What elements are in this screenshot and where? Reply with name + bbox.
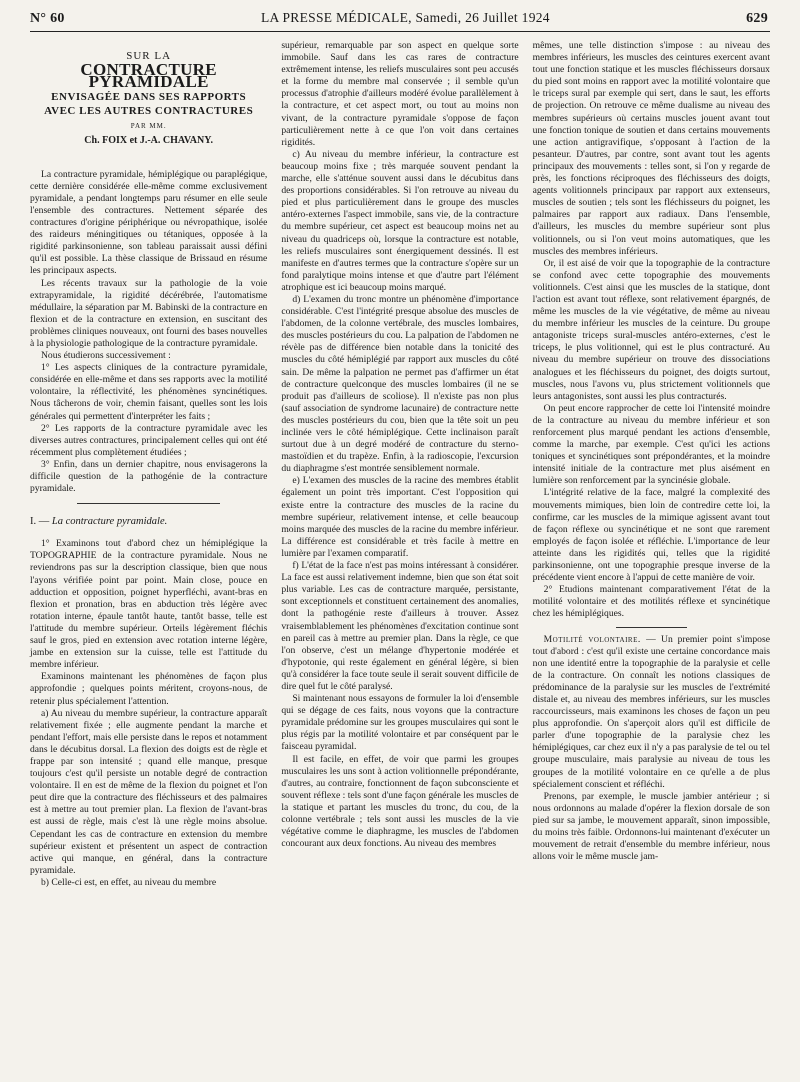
paragraph: b) Celle-ci est, en effet, au niveau du membre xyxy=(41,876,217,888)
paragraph: Les récents travaux sur la pathologie de la voie extrapyramidale, la rigidité décérébrée, l'automatisme médullaire, la séparation par M. Babinski de la contracture en flexion et de la contracture en extension, en suscitant des problèmes cliniques nouveaux, ont fourni des bases nouvelles à la physiologie pathologique de la contracture pyramidale. xyxy=(30,277,268,349)
paragraph-motilite xyxy=(533,634,770,791)
paragraph: La contracture pyramidale, hémiplégique ou paraplégique, cette dernière considérée elle-même comme exclusivement pyramidale, a pendant longtemps paru résumer en elle seule l'ensemble des contractures. Nettement séparée des contractures d'origine périphérique ou névropathique, isolée des raideurs méningitiques ou tétaniques, opposée à la rigidité parkinsonienne, son tableau paraissait aussi défini qu'il est possible. La thèse classique de Brissaud en résume les principaux aspects. xyxy=(30,168,268,277)
paragraph: Prenons, par exemple, le muscle jambier antérieur ; si nous ordonnons au malade d'opérer la flexion dorsale de son pied sur sa jambe, le mouvement apparaît, sinon impossible, du moins très faible. Ordonnons-lui maintenant d'exécuter un mouvement de retrait d'ensemble du membre inférieur, nous allons voir le même muscle jam- xyxy=(532,790,770,863)
paragraph: L'intégrité relative de la face, malgré la complexité des mouvements mimiques, bien loin de contredire cette loi, la confirme, car les muscles de la mimique agissent avant tout de façon réflexe ou syncinétique et ne sont que rarement employés de façon isolée et réfléchie. L'importance de leur atteinte dans les rigidités qui, telles que la rigidité parkinsonienne, ont une topographie presque inverse de la précédente vient encore à l'appui de cette manière de voir. xyxy=(532,487,770,584)
issue-number: N° 60 xyxy=(30,11,65,26)
title-line-2: CONTRACTURE PYRAMIDALE xyxy=(80,60,217,92)
page-folio: 629 xyxy=(746,11,768,26)
section-divider xyxy=(616,627,687,628)
subsection-lead: Motilité volontaire. — xyxy=(543,633,657,645)
column-2 xyxy=(281,40,518,889)
paragraph: Il est facile, en effet, de voir que parmi les groupes musculaires les uns sont à action volitionnelle prépondérante, d'autres, au contraire, fonctionnent de façon subconsciente et souvent réflexe : tels sont d'une façon générale les muscles de la statique et partant les muscles du tronc, du cou, de la colonne vertébrale ; tels sont aussi les muscles de la vie végétative comme le diaphragme, les muscles de l'abdomen concourant aux deux fonctions. Au niveau des membres xyxy=(281,753,519,850)
byline-par: PAR MM. xyxy=(130,122,167,131)
column-3 xyxy=(533,40,770,889)
paragraph: d) L'examen du tronc montre un phénomène d'importance considérable. C'est l'intégrité presque absolue des muscles de l'abdomen, de la colonne vertébrale, des muscles lombaires, des muscles postérieurs du cou. La palpation de l'abdomen ne révèle pas de différence bien notable dans la tonicité des muscles du côté hémiplégié par rapport aux muscles du côté sain. De même la palpation ne permet pas d'affirmer un état de contracture quelconque des muscles lombaires (il ne se produit pas d'ailleurs de scoliose). Il n'existe pas non plus (sauf association de syndrome lacunaire) de contracture nette des muscles postérieurs du cou, bien que la tête soit un peu inclinée vers le côté hémiplégique. Cette inclinaison paraît surtout due à un degré modéré de contracture du sterno-mastoïdien et du trapèze. Enfin, à la radioscopie, l'excursion du diaphragme s'est montrée sensiblement normale. xyxy=(281,293,519,475)
section-title: La contracture pyramidale. xyxy=(51,516,168,528)
paragraph: c) Au niveau du membre inférieur, la contracture est beaucoup moins fixe ; très marquée souvent pendant la marche, elle s'atténue souvent aussi dans le décubitus dans des proportions considérables. Si l'on retrouve au niveau du pied et plus particulièrement dans le groupe des muscles antéro-externes l'aspect immobile, sans vie, de la contracture du membre supérieur, cet aspect est beaucoup moins net au niveau du quadriceps où, lorsque la contracture est notable, les reliefs musculaires sont énergiquement dessinés. Il est manifeste en d'autres termes que la contracture s'opère sur un fond paralytique moins intense et que d'autre part l'élément atrophique est ici beaucoup moins marqué. xyxy=(281,148,519,293)
journal-date-line: LA PRESSE MÉDICALE, Samedi, 26 Juillet 1924 xyxy=(260,10,550,25)
paragraph: Nous étudierons successivement : xyxy=(41,350,171,362)
paragraph: 1° Les aspects cliniques de la contracture pyramidale, considérée en elle-même et dans ses rapports avec la motilité volontaire, la réflectivité, les phénomènes syncinétiques. Nous tâcherons de voir, chemin faisant, quelles sont les lois générales qui permettent d'interpréter les faits ; xyxy=(30,362,268,422)
paragraph: a) Au niveau du membre supérieur, la contracture apparaît relativement fixée ; elle augmente pendant la marche et pendant l'effort, mais elle persiste dans le repos et notamment dans le décubitus dorsal. La flexion des doigts est de règle et frappe par son intensité ; quand elle manque, presque toujours c'est qu'il persiste un notable degré de contraction volontaire. Il en est de même de la flexion du poignet et l'on peut dire que la contracture des fléchisseurs et des palmaires est à mettre au tout premier plan. La flexion de l'avant-bras est aussi de règle, mais c'est là une règle moins absolue. Cependant les cas de contracture en extension du membre supérieur existent et présentent un aspect de contraction active qui manque, en général, dans la contracture pyramidale. xyxy=(30,707,268,876)
paragraph: Examinons maintenant les phénomènes de façon plus approfondie ; quelques points méritent, croyons-nous, de retenir plus spécialement l'attention. xyxy=(30,671,268,707)
paragraph: f) L'état de la face n'est pas moins intéressant à considérer. La face est aussi relativement indemne, bien que son état soit plus variable. Les cas de contracture marquée, persistante, sont exceptionnels et constituent certainement des anomalies, dont la pathogénie reste d'ailleurs à trouver. Assez vraisemblablement les phénomènes d'excitation continue sont en pareil cas à mettre au premier plan. Dans la règle, ce que l'on observe, c'est un mélange d'hypertonie modérée et d'hypotonie, qui reste également en général légère, si bien qu'à considérer la face toute seule il serait souvent difficile de dire quel fut le côté paralysé. xyxy=(281,560,519,692)
paragraph: 3° Enfin, dans un dernier chapitre, nous envisagerons la difficile question de la pathogénie de la contracture pyramidale. xyxy=(30,458,268,495)
paragraph: Si maintenant nous essayons de formuler la loi d'ensemble qui se dégage de ces faits, nous voyons que la contracture pyramidale prédomine sur les groupes musculaires qui sont le plus régis par la motilité volontaire et par conséquent par le faisceau pyramidal. xyxy=(281,693,519,753)
paragraph: Or, il est aisé de voir que la topographie de la contracture se confond avec cette topographie des mouvements volitionnels. C'est ainsi que les muscles de la statique, dont l'action est avant tout réflexe, sont relativement épargnés, de même les muscles de la vie végétative, de même au niveau du membre inférieur les muscles de la ceinture. Du groupe antagoniste triceps sural-muscles antéro-externes, c'est le triceps, le plus volitionnel, qui est le plus contracturé. Au niveau du membre supérieur on trouve des dissociations analogues et les fléchisseurs du poignet, des doigts surtout, muscles, nous l'avons vu, plus strictement volitionnels que leurs antagonistes, sont aussi les plus contracturés. xyxy=(532,257,770,402)
article-title-block xyxy=(30,50,267,147)
paragraph: e) L'examen des muscles de la racine des membres établit également un point très important. C'est l'opposition qui existe entre la contracture des muscles de la racine du membre supérieur, relativement intense, et celle beaucoup moins marquée des muscles de la racine du membre inférieur. La différence est considérable et très facile à mettre en lumière par l'examen comparatif. xyxy=(281,475,519,559)
section-number: I. — xyxy=(30,516,50,528)
title-line-4: AVEC LES AUTRES CONTRACTURES xyxy=(44,105,254,118)
title-line-3: ENVISAGÉE DANS SES RAPPORTS xyxy=(51,91,247,104)
running-head xyxy=(30,8,770,32)
paragraph: On peut encore rapprocher de cette loi l'intensité moindre de la contracture au niveau du membre inférieur et son renforcement plus marqué pendant les actions d'ensemble, comme la marche, par exemple. C'est qu'ici les actions toniques et syncinétiques sont prépondérantes, et la moindre intensité initiale de la contracture met plus aisément en lumière son renforcement par la syncinésie globale. xyxy=(532,402,770,487)
text-columns xyxy=(30,40,770,889)
paragraph: 1° Examinons tout d'abord chez un hémiplégique la TOPOGRAPHIE de la contracture pyramidale. Nous ne reviendrons pas sur la description classique, bien que nous l'ayons vérifiée point par point. Main close, pouce en adduction et opposition, poignet hyperfléchi, avant-bras en flexion et pronation, bras en abduction très légère avec rotation interne, épaule tantôt haute, tantôt basse, telle est l'attitude du membre supérieur. Orteils légèrement fléchis sauf le gros, pied en extension avec rotation interne légère, jambe en extension sur la cuisse, telle est l'attitude du membre inférieur. xyxy=(30,538,268,671)
paragraph: 2° Etudions maintenant comparativement l'état de la motilité volontaire et des motilités réflexe et syncinétique chez les hémiplégiques. xyxy=(532,584,770,620)
paragraph: mêmes, une telle distinction s'impose : au niveau des membres inférieurs, les muscles des ceintures exercent avant tout une fonction statique et les muscles fléchisseurs dorsaux du pied sont moins en rapport avec la motilité volontaire que le triceps sural par exemple qui sert, dans le saut, les efforts de projection. On retrouve ce même dualisme au niveau des membres supérieurs où certains muscles jouent avant tout une fonction tonique de soutien et dans certains mouvements une action antigravifique, s'opposant à l'action de la pesanteur. D'autres, par contre, sont avant tout les agents principaux des mouvements : telles sont, si l'on y regarde de près, les fonctions réciproques des fléchisseurs des doigts, agents volitionnels principaux par rapport aux extenseurs, muscles de soutien ; tels sont les fléchisseurs du poignet, les palmaires par rapport aux radiaux. Dans l'ensemble, d'ailleurs, les muscles du membre supérieur sont plus volitionnels, ou si l'on veut moins automatiques, que les muscles des membres inférieurs. xyxy=(532,40,770,257)
title-line-1: SUR LA xyxy=(126,50,172,62)
article-authors: Ch. FOIX et J.-A. CHAVANY. xyxy=(84,134,214,146)
column-1 xyxy=(30,40,267,889)
paragraph-text: Un premier point s'impose tout d'abord : c'est qu'il existe une certaine concordance mais non une identité entre la topographie de la paralysie et celle de la contracture. On connaît les notions classiques de prédominance de la paralysie sur les muscles de l'extrémité distale et, au niveau des membres inférieurs, sur les muscles raccourcisseurs, mais examinons les choses de façon un peu plus approfondie. On s'aperçoit alors qu'il est difficile de parler d'une topographie de la paralysie chez les hémiplégiques, car chez eux il n'y a pas paralysie de tel ou tel groupe musculaire, mais paralysie au niveau de tous les groupes de la motilité volontaire en ce qu'elle a de plus spécialement conscient et réfléchi. xyxy=(532,633,770,790)
paragraph: supérieur, remarquable par son aspect en quelque sorte immobile. Sauf dans les cas rares de contracture extrêmement intense, les reliefs musculaires sont peu accusés et la forme du membre mal conservée ; il semble qu'un processus d'atrophie d'ailleurs modéré évolue parallèlement à la contracture, et cet aspect mort, ou tout au moins non vivant, de la contracture pyramidale s'oppose de façon particulièrement nette à ce que l'on voit dans certaines rigidités. xyxy=(281,40,519,148)
section-divider xyxy=(77,503,219,504)
paragraph: 2° Les rapports de la contracture pyramidale avec les diverses autres contractures, principalement celles qui ont été récemment plus complètement étudiées ; xyxy=(30,422,268,458)
section-heading xyxy=(30,516,267,528)
